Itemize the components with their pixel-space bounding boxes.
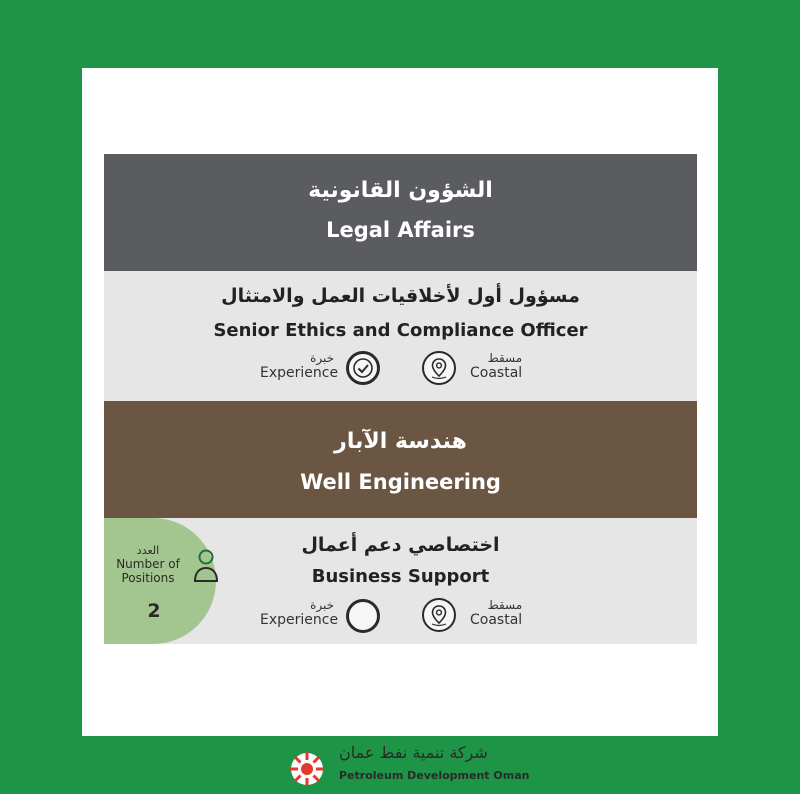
section-title-en: Well Engineering: [300, 470, 501, 494]
job-row-business-support: [104, 518, 697, 644]
section-title-ar: هندسة الآبار: [334, 429, 467, 454]
positions-label-ar: العدد: [136, 544, 160, 557]
checkmark-circle-icon: [346, 351, 380, 385]
experience-label: [260, 351, 338, 382]
job-row-ethics-officer: [104, 271, 697, 401]
location-label: [470, 598, 522, 629]
experience-circle-icon: [346, 599, 380, 633]
pdo-logo-icon: [287, 749, 327, 789]
location-label-en: Coastal: [470, 612, 523, 628]
section-header-well-engineering: [104, 401, 697, 518]
company-name-en: Petroleum Development Oman: [339, 769, 530, 782]
job-title-en: Senior Ethics and Compliance Officer: [213, 320, 588, 341]
location-label-ar: مسقط: [487, 598, 523, 612]
job-vacancies-card: [82, 68, 718, 736]
company-name-ar: شركة تنمية نفط عمان: [339, 743, 488, 762]
section-title-en: Legal Affairs: [326, 218, 475, 242]
positions-label-en: Number of Positions: [116, 557, 180, 585]
experience-label-ar: خبرة: [310, 598, 335, 612]
company-footer: [287, 743, 530, 789]
section-header-legal-affairs: [104, 154, 697, 271]
experience-label: [260, 598, 338, 629]
location-label: [470, 351, 522, 382]
map-pin-icon: [422, 598, 456, 632]
experience-label-ar: خبرة: [310, 351, 335, 365]
experience-label-en: Experience: [260, 612, 339, 628]
location-label-en: Coastal: [470, 365, 523, 381]
map-pin-icon: [422, 351, 456, 385]
job-title-ar: مسؤول أول لأخلاقيات العمل والامتثال: [221, 285, 580, 307]
location-label-ar: مسقط: [487, 351, 523, 365]
experience-label-en: Experience: [260, 365, 339, 381]
job-title-en: Business Support: [311, 566, 490, 587]
positions-count: 2: [147, 600, 161, 622]
job-title-ar: اختصاصي دعم أعمال: [301, 534, 500, 556]
section-title-ar: الشؤون القانونية: [308, 178, 493, 203]
